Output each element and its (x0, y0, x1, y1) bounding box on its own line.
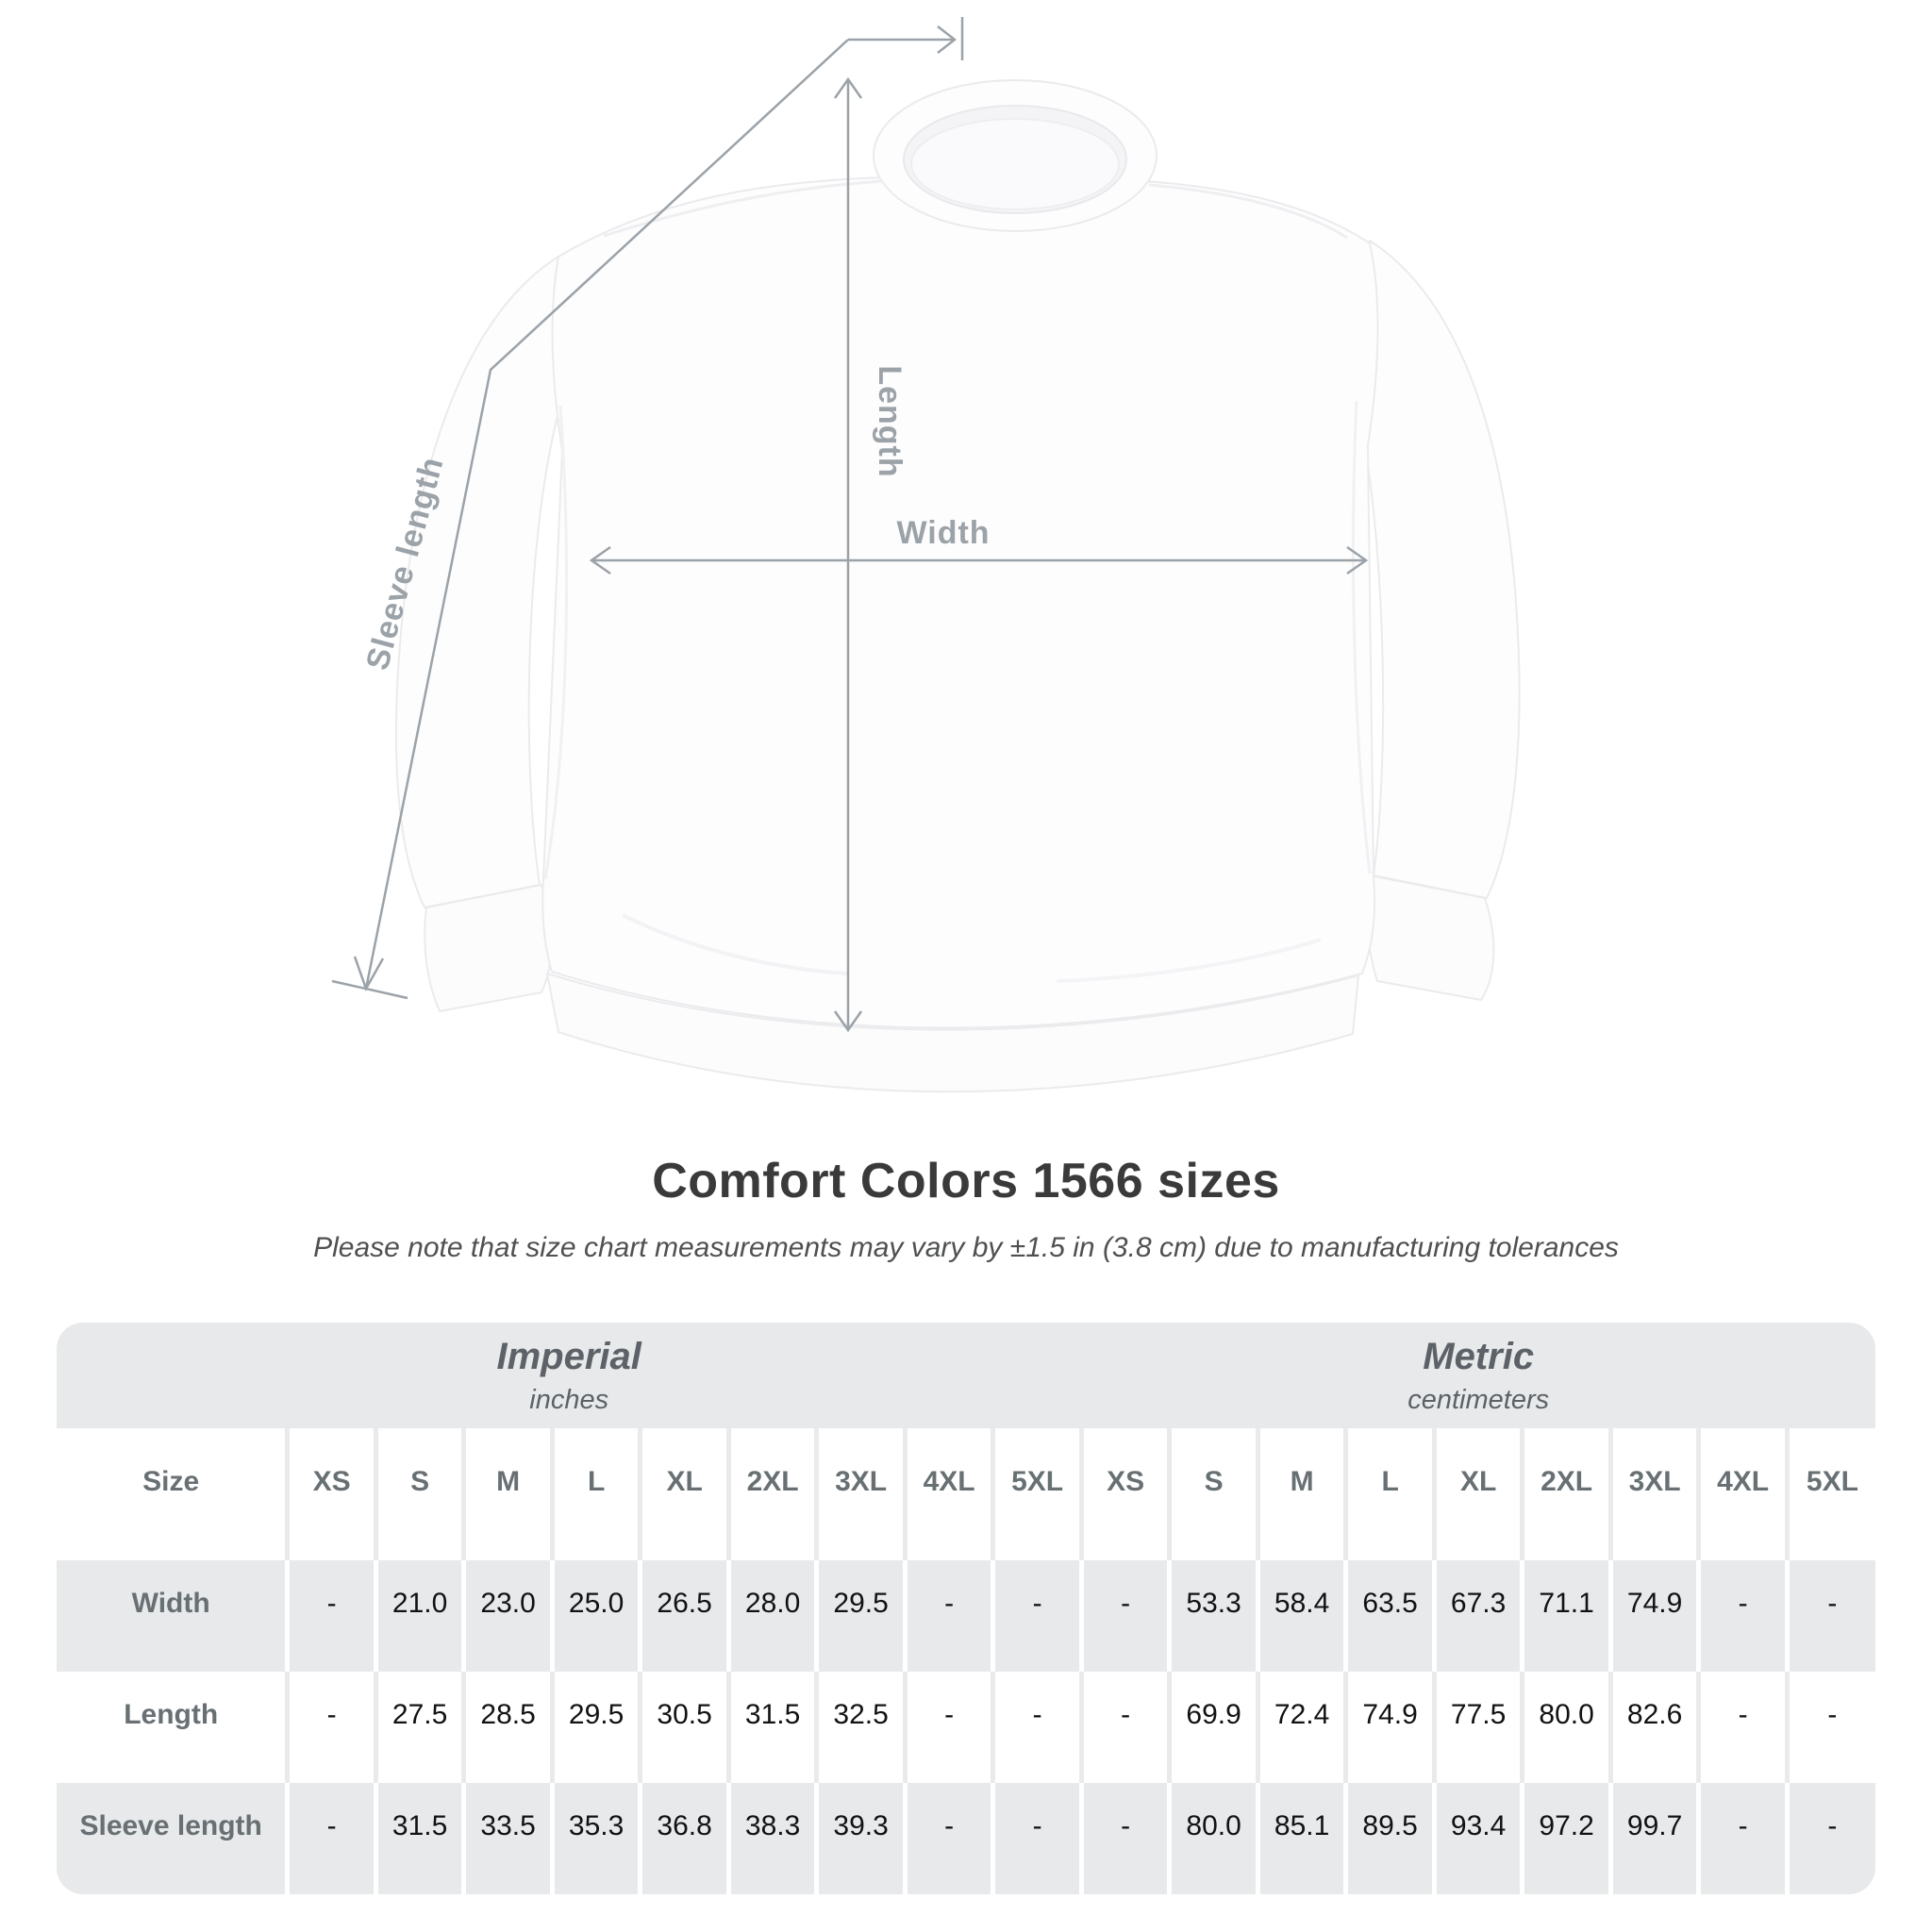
value-cell: 38.3 (728, 1783, 817, 1894)
value-cell: 74.9 (1610, 1560, 1699, 1672)
value-cell: - (1787, 1560, 1875, 1672)
value-cell: 93.4 (1434, 1783, 1523, 1894)
value-cell: - (905, 1783, 993, 1894)
row-label: Sleeve length (57, 1783, 288, 1894)
value-cell: 99.7 (1610, 1783, 1699, 1894)
value-cell: - (905, 1560, 993, 1672)
length-label: Length (872, 365, 908, 478)
value-cell: - (993, 1672, 1082, 1783)
value-cell: - (1787, 1672, 1875, 1783)
value-cell: 29.5 (552, 1672, 641, 1783)
value-cell: - (905, 1672, 993, 1783)
size-header-cell: 5XL (1787, 1428, 1875, 1560)
size-header-cell: 3XL (1610, 1428, 1699, 1560)
value-cell: 31.5 (375, 1783, 464, 1894)
value-cell: 26.5 (641, 1560, 729, 1672)
value-cell: - (1081, 1672, 1170, 1783)
value-cell: 30.5 (641, 1672, 729, 1783)
value-cell: 82.6 (1610, 1672, 1699, 1783)
value-cell: 89.5 (1346, 1783, 1435, 1894)
size-header-cell: XS (288, 1428, 376, 1560)
length-row (57, 1672, 1875, 1783)
value-cell: - (993, 1560, 1082, 1672)
value-cell: 28.5 (464, 1672, 553, 1783)
value-cell: - (1699, 1672, 1788, 1783)
value-cell: 28.0 (728, 1560, 817, 1672)
value-cell: 67.3 (1434, 1560, 1523, 1672)
unit-header-row (57, 1323, 1875, 1428)
value-cell: 53.3 (1170, 1560, 1258, 1672)
size-header-cell: 2XL (728, 1428, 817, 1560)
value-cell: 63.5 (1346, 1560, 1435, 1672)
size-header-cell: XS (1081, 1428, 1170, 1560)
size-header-cell: 2XL (1523, 1428, 1611, 1560)
value-cell: 32.5 (817, 1672, 906, 1783)
value-cell: 74.9 (1346, 1672, 1435, 1783)
size-header-row (57, 1428, 1875, 1560)
metric-label: Metric (1423, 1335, 1535, 1377)
size-header-cell: L (1346, 1428, 1435, 1560)
metric-group-header (1081, 1323, 1875, 1428)
size-header-cell: 5XL (993, 1428, 1082, 1560)
value-cell: - (1699, 1560, 1788, 1672)
value-cell: 25.0 (552, 1560, 641, 1672)
value-cell: - (1081, 1560, 1170, 1672)
value-cell: - (1081, 1783, 1170, 1894)
width-row (57, 1560, 1875, 1672)
value-cell: 35.3 (552, 1783, 641, 1894)
size-header-cell: M (1257, 1428, 1346, 1560)
imperial-unit-label: inches (529, 1384, 609, 1415)
size-col-header: Size (57, 1428, 288, 1560)
value-cell: 36.8 (641, 1783, 729, 1894)
imperial-group-header (57, 1323, 1081, 1428)
tolerance-note: Please note that size chart measurements may vary by ±1.5 in (3.8 cm) due to manufacturing tolerances (313, 1232, 1619, 1263)
value-cell: 58.4 (1257, 1560, 1346, 1672)
size-header-cell: 4XL (905, 1428, 993, 1560)
width-label: Width (896, 515, 991, 551)
body (542, 177, 1377, 1028)
size-header-cell: 3XL (817, 1428, 906, 1560)
value-cell: - (288, 1560, 376, 1672)
size-header-cell: S (375, 1428, 464, 1560)
value-cell: - (993, 1783, 1082, 1894)
sleeve-length-row (57, 1783, 1875, 1894)
value-cell: 80.0 (1523, 1672, 1611, 1783)
row-label: Width (57, 1560, 288, 1672)
value-cell: - (288, 1783, 376, 1894)
value-cell: 80.0 (1170, 1783, 1258, 1894)
size-header-cell: M (464, 1428, 553, 1560)
size-header-cell: S (1170, 1428, 1258, 1560)
value-cell: - (288, 1672, 376, 1783)
imperial-label: Imperial (496, 1335, 641, 1377)
value-cell: 69.9 (1170, 1672, 1258, 1783)
size-header-cell: 4XL (1699, 1428, 1788, 1560)
value-cell: 29.5 (817, 1560, 906, 1672)
row-label: Length (57, 1672, 288, 1783)
sweatshirt-graphic (396, 80, 1520, 1091)
value-cell: 23.0 (464, 1560, 553, 1672)
value-cell: 27.5 (375, 1672, 464, 1783)
size-header-cell: L (552, 1428, 641, 1560)
right-sleeve (1357, 241, 1520, 898)
left-cuff (425, 885, 551, 1011)
value-cell: 39.3 (817, 1783, 906, 1894)
value-cell: 97.2 (1523, 1783, 1611, 1894)
metric-unit-label: centimeters (1407, 1384, 1550, 1415)
value-cell: - (1787, 1783, 1875, 1894)
value-cell: 31.5 (728, 1672, 817, 1783)
collar-inner (911, 119, 1119, 209)
page-title: Comfort Colors 1566 sizes (652, 1154, 1280, 1208)
value-cell: 21.0 (375, 1560, 464, 1672)
value-cell: - (1699, 1783, 1788, 1894)
value-cell: 72.4 (1257, 1672, 1346, 1783)
value-cell: 77.5 (1434, 1672, 1523, 1783)
value-cell: 85.1 (1257, 1783, 1346, 1894)
size-table-wrap (57, 1323, 1875, 1894)
value-cell: 33.5 (464, 1783, 553, 1894)
size-header-cell: XL (641, 1428, 729, 1560)
value-cell: 71.1 (1523, 1560, 1611, 1672)
size-chart-table (57, 1323, 1875, 1894)
sleeve-length-label: Sleeve length (358, 453, 451, 675)
left-sleeve (396, 257, 560, 908)
size-header-cell: XL (1434, 1428, 1523, 1560)
